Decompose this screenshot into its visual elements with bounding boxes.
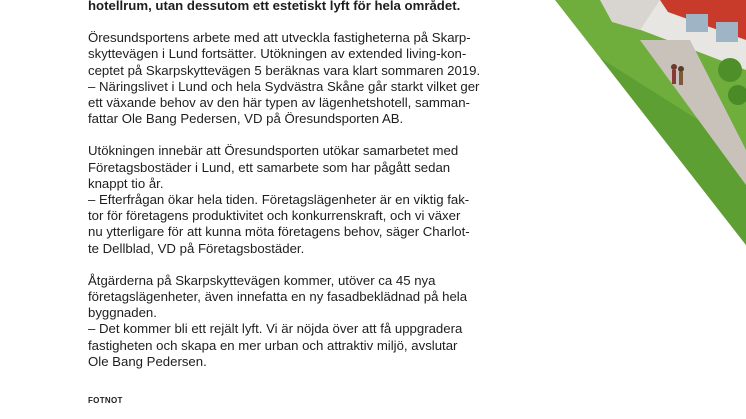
paragraph-gap <box>88 257 488 273</box>
walkway <box>640 40 746 185</box>
building-facade <box>600 0 746 70</box>
article-body <box>88 0 488 370</box>
text-line: tor för företagens produktivitet och konkurrenskraft, och vi växer <box>88 208 461 224</box>
bush <box>718 58 742 82</box>
text-line: företagslägenheter, även innefatta en ny fasadbeklädnad på hela <box>88 289 468 305</box>
person-head <box>671 64 677 70</box>
person-head <box>678 66 684 72</box>
text-line: byggnaden. <box>88 305 157 321</box>
text-line: ceptet på Skarpskyttevägen 5 beräknas vara klart sommaren 2019. <box>88 62 481 78</box>
paragraph-gap <box>88 14 488 30</box>
text-line: skyttevägen i Lund fortsätter. Utökningen av extended living-kon- <box>88 46 467 62</box>
text-line: knappt tio år. <box>88 175 164 191</box>
text-line: nu ytterligare för att kunna möta företagens behov, säger Charlot- <box>88 224 470 240</box>
red-facade <box>660 0 746 40</box>
person-figure <box>672 70 676 84</box>
paragraph <box>88 143 488 256</box>
text-line: – Det kommer bli ett rejält lyft. Vi är nöjda över att få uppgradera <box>88 321 463 337</box>
person-figure <box>679 72 683 85</box>
text-line: fastigheten och skapa en mer urban och attraktiv miljö, avslutar <box>88 337 458 353</box>
text-line: ett växande behov av den här typen av lägenhetshotell, samman- <box>88 95 470 111</box>
bush <box>728 85 746 105</box>
text-line: – Näringslivet i Lund och hela Sydvästra Skåne går starkt vilket ger <box>88 78 480 94</box>
text-line: Företagsbostäder i Lund, ett samarbete som har pågått sedan <box>88 159 451 175</box>
paragraph <box>88 273 488 370</box>
paragraph <box>88 30 488 127</box>
lawn <box>540 0 746 260</box>
text-line: Åtgärderna på Skarpskyttevägen kommer, utöver ca 45 nya <box>88 272 436 288</box>
text-line: Öresundsportens arbete med att utveckla fastigheterna på Skarp- <box>88 30 471 46</box>
window <box>686 14 708 32</box>
paragraph-gap <box>88 127 488 143</box>
lawn-shade <box>540 20 746 260</box>
text-line: Utökningen innebär att Öresundsporten utökar samarbetet med <box>88 143 459 159</box>
window <box>716 22 738 42</box>
footnote-label: FOTNOT <box>88 396 123 405</box>
text-line: – Efterfrågan ökar hela tiden. Företagslägenheter är en viktig fak- <box>88 192 470 208</box>
text-line: Ole Bang Pedersen. <box>88 353 207 369</box>
text-line: fattar Ole Bang Pedersen, VD på Öresundsporten AB. <box>88 111 404 127</box>
text-line: te Dellblad, VD på Företagsbostäder. <box>88 240 305 256</box>
building-wall <box>600 0 660 30</box>
lead-line: hotellrum, utan dessutom ett estetiskt lyft för hela området. <box>88 0 461 13</box>
